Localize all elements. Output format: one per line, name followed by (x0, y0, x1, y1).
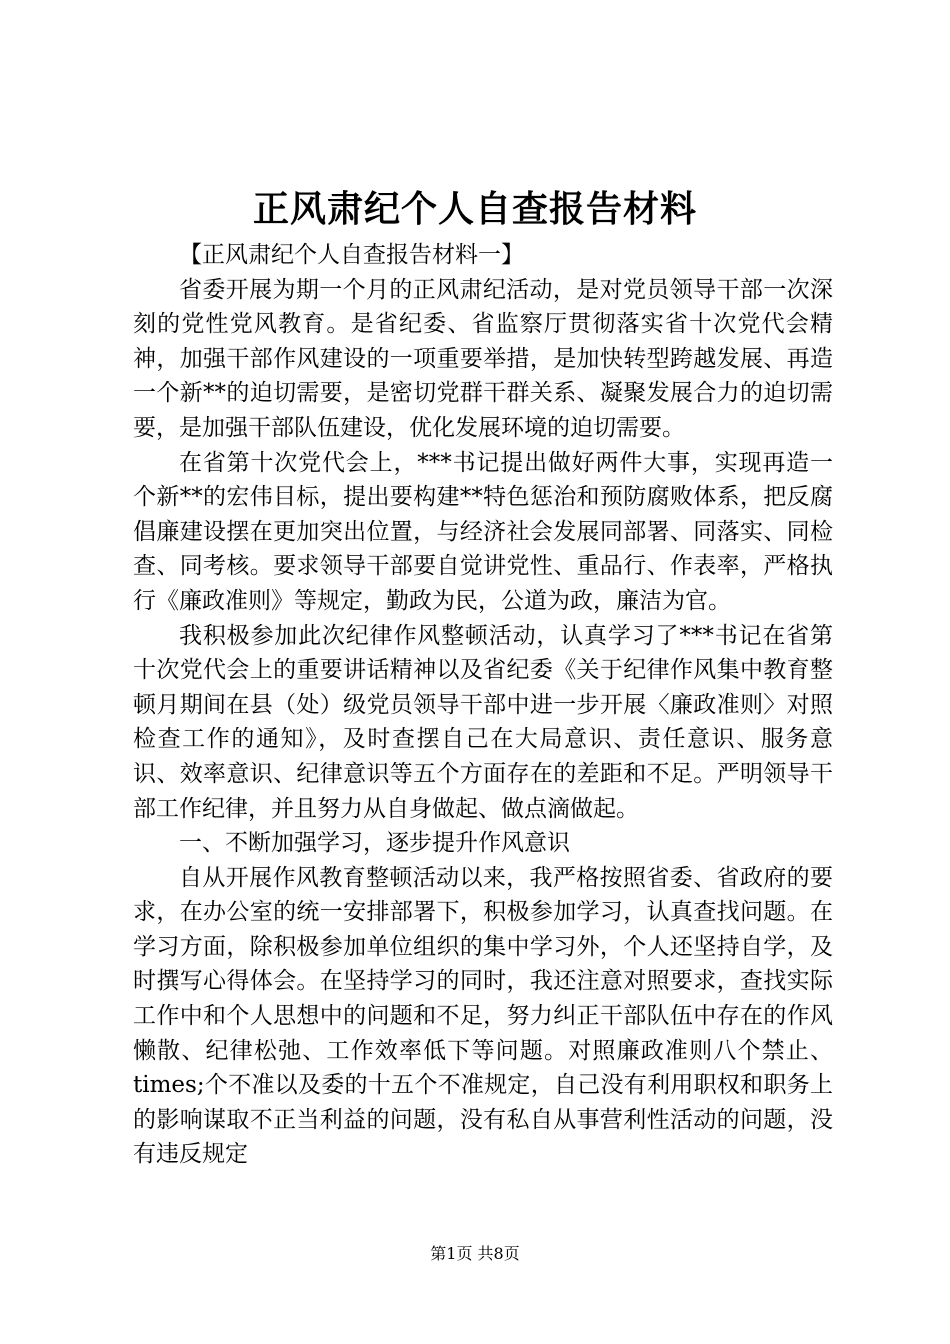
body-paragraph-4: 自从开展作风教育整顿活动以来，我严格按照省委、省政府的要求，在办公室的统一安排部署下，积极参加学习，认真查找问题。在学习方面，除积极参加单位组织的集中学习外，个人还坚持自学，及时撰写心得体会。在坚持学习的同时，我还注意对照要求，查找实际工作中和个人思想中的问题和不足，努力纠正干部队伍中存在的作风懒散、纪律松弛、工作效率低下等问题。对照廉政准则八个禁止、times;个不准以及委的十五个不准规定，自己没有利用职权和职务上的影响谋取不正当利益的问题，没有私自从事营利性活动的问题，没有违反规定 (133, 864, 833, 1168)
document-subtitle: 【正风肃纪个人自查报告材料一】 (179, 242, 524, 268)
body-paragraph-1: 省委开展为期一个月的正风肃纪活动，是对党员领导干部一次深刻的党性党风教育。是省纪委、省监察厅贯彻落实省十次党代会精神，加强干部作风建设的一项重要举措，是加快转型跨越发展、再造一个新**的迫切需要，是密切党群干群关系、凝聚发展合力的迫切需要，是加强干部队伍建设，优化发展环境的迫切需要。 (133, 276, 833, 441)
document-title: 正风肃纪个人自查报告材料 (252, 188, 697, 230)
document-body (133, 238, 833, 1172)
body-paragraph-3: 我积极参加此次纪律作风整顿活动，认真学习了***书记在省第十次党代会上的重要讲话精神以及省纪委《关于纪律作风集中教育整顿月期间在县（处）级党员领导干部中进一步开展〈廉政准则〉对照检查工作的通知》，及时查摆自己在大局意识、责任意识、服务意识、效率意识、纪律意识等五个方面存在的差距和不足。严明领导干部工作纪律，并且努力从自身做起、做点滴做起。 (133, 622, 833, 822)
section-heading-1: 一、不断加强学习，逐步提升作风意识 (179, 830, 570, 857)
body-paragraph-2: 在省第十次党代会上，***书记提出做好两件大事，实现再造一个新**的宏伟目标，提出要构建**特色惩治和预防腐败体系，把反腐倡廉建设摆在更加突出位置，与经济社会发展同部署、同落实、同检查、同考核。要求领导干部要自觉讲党性、重品行、作表率，严格执行《廉政准则》等规定，勤政为民，公道为政，廉洁为官。 (133, 449, 833, 614)
page-number-footer: 第1页 共8页 (430, 1244, 520, 1263)
